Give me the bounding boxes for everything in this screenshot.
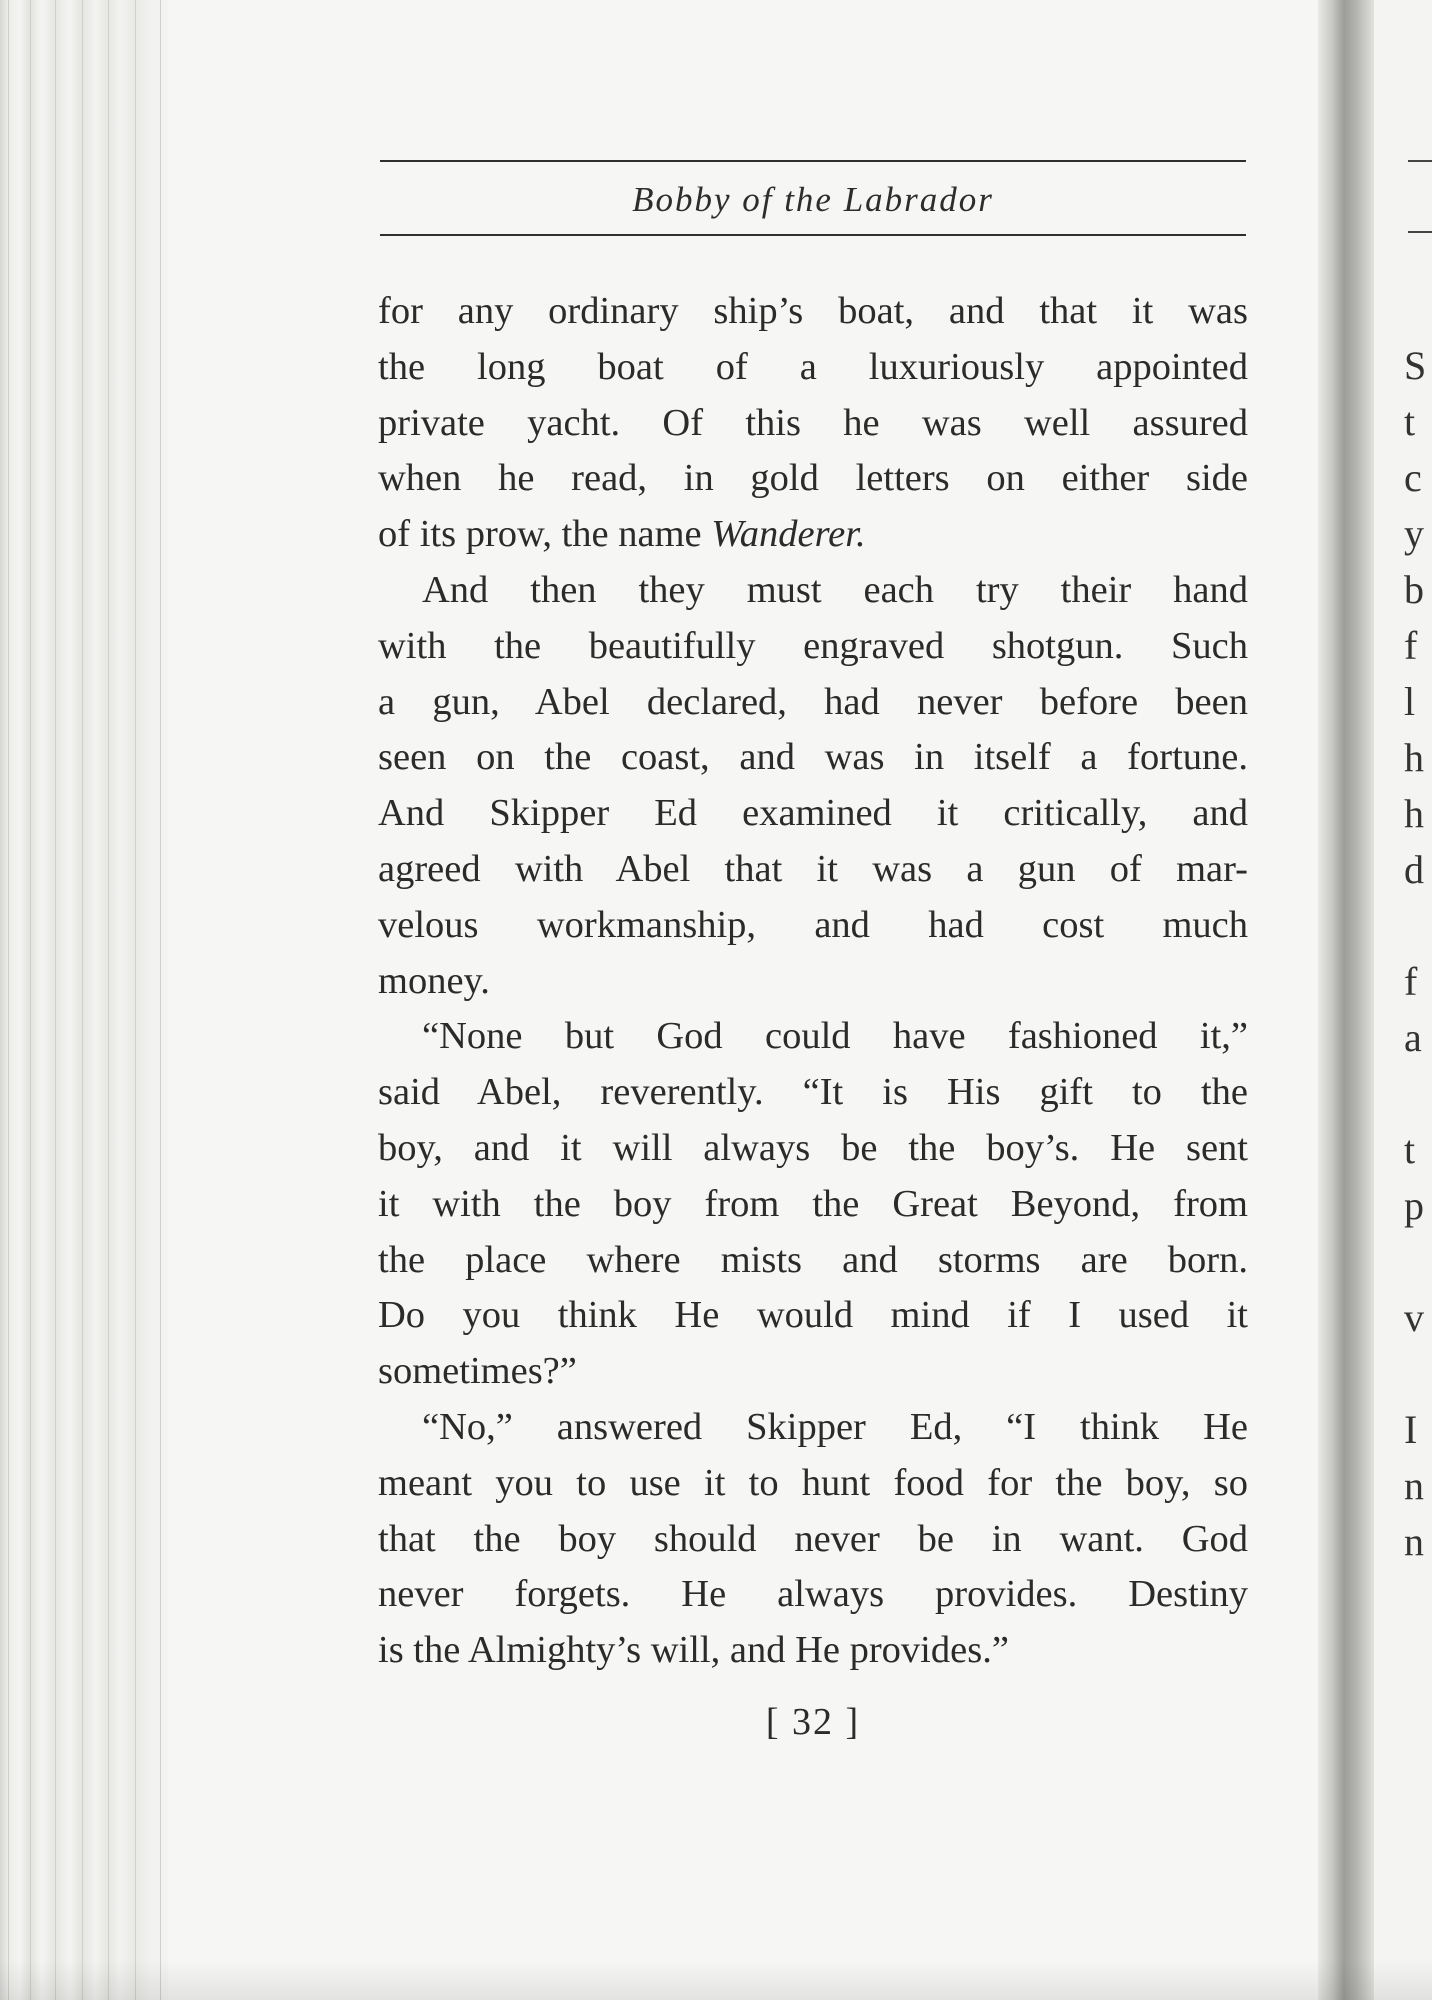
facing-page-fragment: S: [1404, 343, 1427, 388]
facing-page-fragment: n: [1404, 1519, 1424, 1564]
page-number: [ 32 ]: [765, 1701, 861, 1743]
facing-page-fragment: f: [1404, 623, 1418, 668]
facing-header-rule-top: [1408, 160, 1432, 162]
facing-page-fragment: I: [1404, 1407, 1418, 1452]
italic-ship-name: Wanderer.: [711, 513, 866, 556]
paragraph-3: [378, 1009, 1248, 1400]
paragraph-2: [378, 563, 1248, 1009]
text-line: And Skipper Ed examined it critically, and: [378, 792, 1248, 835]
facing-page-fragment: b: [1404, 567, 1424, 612]
text-fragment: of its prow, the name: [378, 513, 712, 556]
text-line: “None but God could have fashioned it,”: [422, 1015, 1248, 1058]
facing-header-rule-bottom: [1408, 231, 1432, 233]
text-line: meant you to use it to hunt food for the boy, so: [378, 1461, 1248, 1504]
text-line: the long boat of a luxuriously appointed: [378, 345, 1248, 388]
text-line: “No,” answered Skipper Ed, “I think He: [422, 1405, 1248, 1448]
text-line: money.: [378, 959, 490, 1002]
text-line: the place where mists and storms are born.: [378, 1238, 1248, 1281]
text-line: seen on the coast, and was in itself a fortune.: [378, 736, 1248, 779]
text-line: for any ordinary ship’s boat, and that it was: [378, 290, 1248, 332]
facing-page-fragment: v: [1404, 1295, 1424, 1340]
text-line: never forgets. He always provides. Destiny: [378, 1573, 1248, 1616]
facing-page-fragment: t: [1404, 1127, 1416, 1172]
facing-page-fragment: p: [1404, 1183, 1424, 1228]
text-line: a gun, Abel declared, had never before been: [378, 680, 1248, 723]
text-line: velous workmanship, and had cost much: [378, 903, 1248, 946]
page-header: [380, 160, 1246, 236]
text-line: that the boy should never be in want. God: [378, 1517, 1248, 1560]
facing-page-fragment: h: [1404, 735, 1424, 780]
stacked-page-edges: [0, 0, 170, 2000]
text-line: when he read, in gold letters on either side: [378, 457, 1248, 500]
text-line: is the Almighty’s will, and He provides.”: [378, 1629, 1009, 1672]
facing-page-fragment: c: [1404, 455, 1422, 500]
text-line: private yacht. Of this he was well assured: [378, 401, 1248, 444]
facing-page-fragment: n: [1404, 1463, 1424, 1508]
text-line: And then they must each try their hand: [422, 568, 1248, 611]
paragraph-4: [378, 1400, 1248, 1679]
text-line: boy, and it will always be the boy’s. He sent: [378, 1126, 1248, 1169]
text-line: with the beautifully engraved shotgun. Such: [378, 624, 1248, 667]
text-line: said Abel, reverently. “It is His gift to the: [378, 1071, 1248, 1114]
running-head: Bobby of the Labrador: [632, 180, 994, 219]
scan-bottom-shadow: [0, 1960, 1432, 2000]
text-line: sometimes?”: [378, 1350, 577, 1393]
text-line: agreed with Abel that it was a gun of mar-: [378, 847, 1248, 890]
facing-page-fragment: f: [1404, 959, 1418, 1004]
text-line: Do you think He would mind if I used it: [378, 1294, 1248, 1337]
facing-page-fragment: t: [1404, 399, 1416, 444]
header-rule-bottom: [380, 234, 1246, 236]
facing-page-fragment: h: [1404, 791, 1424, 836]
facing-page-fragment: d: [1404, 847, 1424, 892]
facing-page-fragment: a: [1404, 1015, 1422, 1060]
facing-page-edge: [1374, 0, 1432, 2000]
facing-page-fragment: y: [1404, 511, 1424, 556]
paragraph-1: [378, 284, 1248, 563]
body-text: [378, 284, 1248, 1679]
book-gutter-shadow: [1318, 0, 1374, 2000]
text-line: [378, 507, 1248, 563]
text-line: it with the boy from the Great Beyond, from: [378, 1182, 1248, 1225]
facing-page-fragment: l: [1404, 679, 1416, 724]
